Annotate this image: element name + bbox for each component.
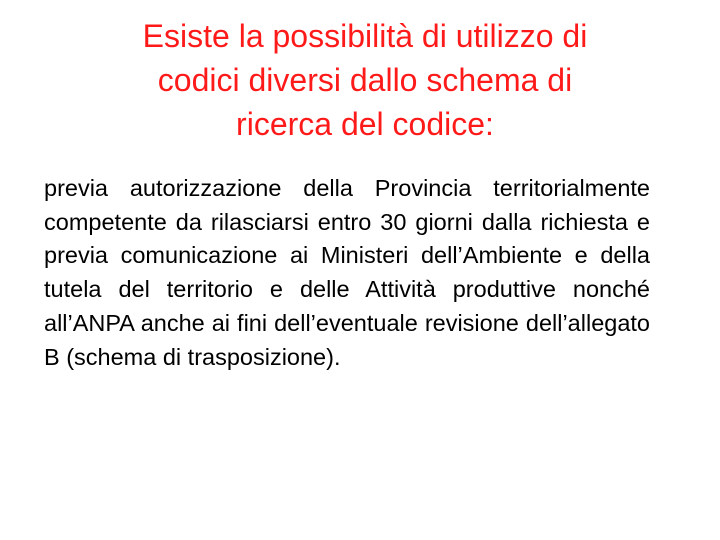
slide-body-text: previa autorizzazione della Provincia territorialmente competente da rilasciarsi entro 30 giorni dalla richiesta e previa comunicazione ai Ministeri dell’Ambiente e della tutela del territorio e delle Attività produttive nonché all’ANPA anche ai fini dell’eventuale revisione dell’allegato B (schema di trasposizione). [44,175,650,370]
slide-title: Esiste la possibilità di utilizzo di codici diversi dallo schema di ricerca del codice: [142,18,588,142]
